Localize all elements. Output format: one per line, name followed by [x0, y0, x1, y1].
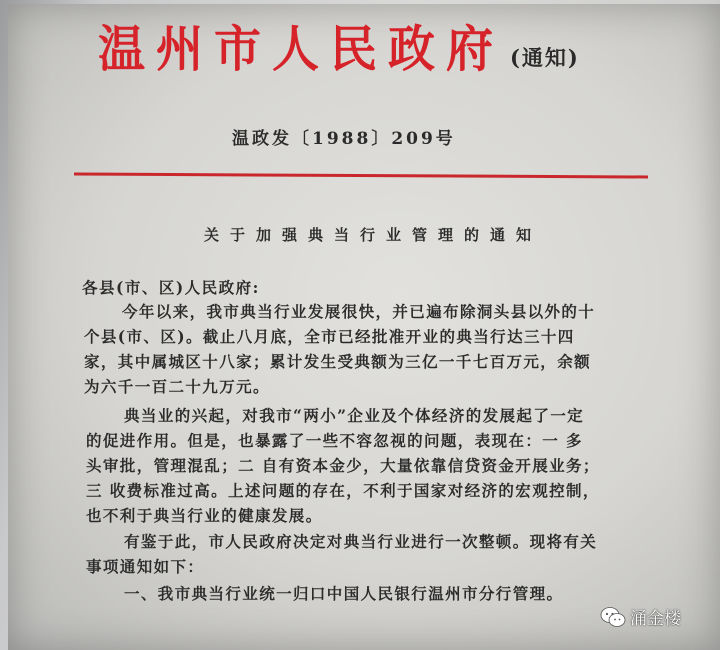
body-line: 家，其中属城区十八家；累计发生受典额为三亿一千七百万元，余额: [84, 352, 592, 371]
masthead-org-name: 温州市人民政府: [98, 20, 504, 79]
body-line: 为六千一百二十九万元。: [84, 377, 270, 396]
body-line: 一、我市典当行业统一归口中国人民银行温州市分行管理。: [124, 584, 564, 603]
body-line: 三 收费标准过高。上述问题的存在，不利于国家对经济的宏观控制，: [86, 481, 600, 500]
body-line: 今年以来，我市典当行业发展很快，并已遍布除洞头县以外的十: [122, 302, 596, 321]
body-line: 也不利于典当行业的健康发展。: [86, 506, 323, 525]
body-line: 个县(市、区)。截止八月底，全市已经批准开业的典当行达三十四: [84, 327, 575, 346]
body-line: 有鉴于此，市人民政府决定对典当行业进行一次整顿。现将有关: [124, 532, 598, 551]
watermark-label: 涌金楼: [630, 609, 681, 629]
document-title: 关于加强典当行业管理的通知: [204, 226, 543, 244]
wechat-icon: [600, 606, 626, 628]
watermark: [600, 604, 681, 629]
body-line: 事项通知如下：: [86, 557, 205, 576]
salutation: 各县(市、区)人民政府:: [82, 278, 260, 297]
body-line: 典当业的兴起，对我市“两小”企业及个体经济的发展起了一定: [124, 406, 585, 425]
masthead-doc-type: (通知): [510, 45, 580, 70]
document-number: 温政发〔1988〕209号: [232, 129, 456, 149]
body-line: 的促进作用。但是，也暴露了一些不容忽视的问题，表现在：一 多: [86, 431, 583, 450]
body-line: 头审批，管理混乱；二 自有资本金少，大量依靠信贷资金开展业务；: [86, 456, 600, 475]
